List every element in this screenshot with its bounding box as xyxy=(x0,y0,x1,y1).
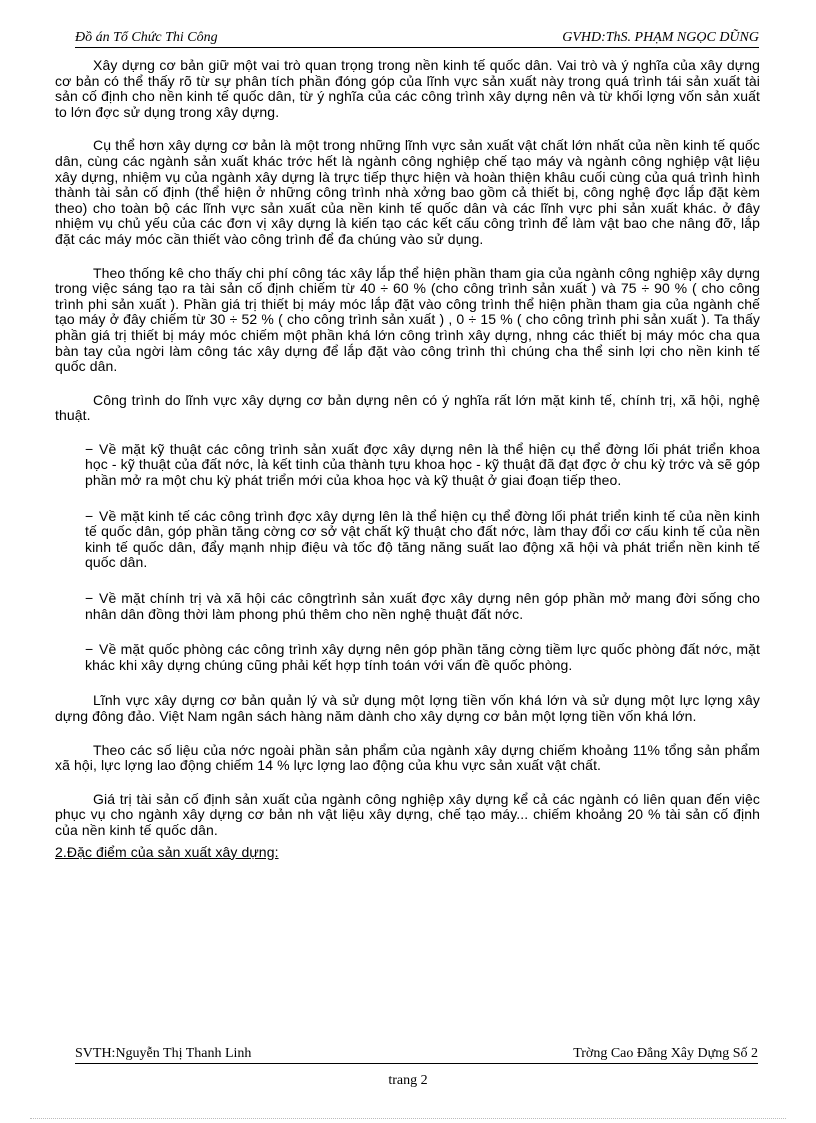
page-break-divider xyxy=(30,1118,786,1119)
body-paragraph: Xây dựng cơ bản giữ một vai trò quan trọng trong nền kinh tế quốc dân. Vai trò và ý nghĩa của xây dựng cơ bản có thể thấy rõ từ sự phân tích phần đóng góp của lĩnh vực sản xuất này trong quá trình tái sản xuất tài sản cố định cho nền kinh tế quốc dân, từ ý nghĩa của các công trình xây dựng nên và từ khối lợng vốn sản xuất to lớn đợc sử dụng trong xây dựng. xyxy=(55,57,760,120)
section-heading: 2.Đặc điểm của sản xuất xây dựng: xyxy=(55,843,279,860)
bullet-item xyxy=(85,509,760,571)
body-paragraph: Giá trị tài sản cố định sản xuất của ngành công nghiệp xây dựng kể cả các ngành có liên quan đến việc phục vụ cho ngành xây dựng cơ bản nh vật liệu xây dựng, chế tạo máy... chiếm khoảng 20 % tài sản cố định của nền kinh tế quốc dân. xyxy=(55,790,760,838)
body-paragraph: Lĩnh vực xây dựng cơ bản quản lý và sử dụng một lợng tiền vốn khá lớn và sử dụng một lực lợng xây dựng đông đảo. Việt Nam ngân sách hàng năm dành cho xây dựng cơ bản một lợng tiền vốn khá lớn. xyxy=(55,692,760,724)
header-advisor: GVHD:ThS. PHẠM NGỌC DŨNG xyxy=(562,30,759,45)
document-body xyxy=(55,58,760,860)
body-paragraph: Cụ thể hơn xây dựng cơ bản là một trong những lĩnh vực sản xuất vật chất lớn nhất của nền kinh tế quốc dân, cùng các ngành sản xuất khác trớc hết là ngành công nghiệp chế tạo máy và ngành công nghiệp vật liệu xây dựng, nhiệm vụ của ngành xây dựng là trực tiếp thực hiện và hoàn thiện khâu cuối cùng của quá trình hình thành tài sản cố định (thể hiện ở những công trình nhà xởng bao gồm cả thiết bị, công nghệ đợc lắp đặt kèm theo) cho toàn bộ các lĩnh vực sản xuất của nền kinh tế quốc dân và các lĩnh vực phi sản xuất khác. ở đây nhiệm vụ chủ yếu của các đơn vị xây dựng là kiến tạo các kết cấu công trình để làm vật bao che nâng đỡ, lắp đặt các máy móc cần thiết vào công trình để đa chúng vào sử dụng. xyxy=(55,137,760,247)
body-paragraph: Theo thống kê cho thấy chi phí công tác xây lắp thể hiện phần tham gia của ngành công nghiệp xây dựng trong việc sáng tạo ra tài sản cố định chiếm từ 40 ÷ 60 % (cho công trình sản xuất ) và 75 ÷ 90 % ( cho công trình phi sản xuất ). Phần giá trị thiết bị máy móc lắp đặt vào công trình thể hiện phần tham gia của ngành chế tạo máy ở đây chiếm từ 30 ÷ 52 % ( cho công trình sản xuất ) , 0 ÷ 15 % ( cho công trình phi sản xuất ). Ta thấy phần giá trị thiết bị máy móc chiếm một phần khá lớn công trình xây dựng, nhng các thiết bị máy móc cha qua bàn tay của ngời làm công tác xây dựng để lắp đặt vào công trình thì chúng cha thể sinh lợi cho nền kinh tế quốc dân. xyxy=(55,264,760,375)
body-paragraph: Theo các số liệu của nớc ngoài phần sản phẩm của ngành xây dựng chiếm khoảng 11% tổng sản phẩm xã hội, lực lợng lao động chiếm 14 % lực lợng lao động của khu vực sản xuất vật chất. xyxy=(55,741,760,774)
bullet-item xyxy=(85,442,760,489)
bullet-text: Về mặt chính trị và xã hội các côngtrình sản xuất đợc xây dựng nên góp phần mở mang đời sống cho nhân dân đồng thời làm phong phú thêm cho nền nghệ thuật đất nớc. xyxy=(85,590,760,622)
page-header xyxy=(75,27,759,48)
bullet-text: Về mặt kỹ thuật các công trình sản xuất đợc xây dựng nên là thể hiện cụ thể đờng lối phát triển khoa học - kỹ thuật của đất nớc, là kết tinh của thành tựu khoa học - kỹ thuật đã đạt đợc ở chu kỳ trớc và sẽ góp phần mở ra một chu kỳ phát triển mới của khoa học và kỹ thuật ở giai đoạn tiếp theo. xyxy=(85,440,760,489)
bullet-dash: − xyxy=(85,590,94,607)
bullet-text: Về mặt kinh tế các công trình đợc xây dựng lên là thể hiện cụ thể đờng lối phát triển kinh tế của nền kinh tế quốc dân, góp phần tăng cờng cơ sở vật chất kỹ thuật cho đất nớc, làm thay đổi cơ cấu kinh tế của nền kinh tế quốc dân, đẩy mạnh nhịp điệu và tốc độ tăng năng suất lao động xã hội và phát triển nền kinh tế quốc dân. xyxy=(85,507,760,571)
footer-school: Trờng Cao Đẳng Xây Dựng Số 2 xyxy=(573,1046,758,1061)
bullet-text: Về mặt quốc phòng các công trình xây dựng nên góp phần tăng cờng tiềm lực quốc phòng đất nớc, mặt khác khi xây dựng chúng cũng phải kết hợp tính toán với vấn đề quốc phòng. xyxy=(85,641,760,673)
footer-student: SVTH:Nguyễn Thị Thanh Linh xyxy=(75,1046,252,1061)
bullet-item xyxy=(85,642,760,673)
bullet-dash: − xyxy=(85,440,94,457)
body-paragraph: Công trình do lĩnh vực xây dựng cơ bản dựng nên có ý nghĩa rất lớn mặt kinh tế, chính trị, xã hội, nghệ thuật. xyxy=(55,391,760,424)
bullet-dash: − xyxy=(85,641,94,658)
page-number: trang 2 xyxy=(388,1073,428,1088)
bullet-item xyxy=(85,591,760,622)
bullet-dash: − xyxy=(85,507,94,524)
header-project-title: Đồ án Tổ Chức Thi Công xyxy=(75,30,218,45)
page-footer xyxy=(75,1045,758,1064)
